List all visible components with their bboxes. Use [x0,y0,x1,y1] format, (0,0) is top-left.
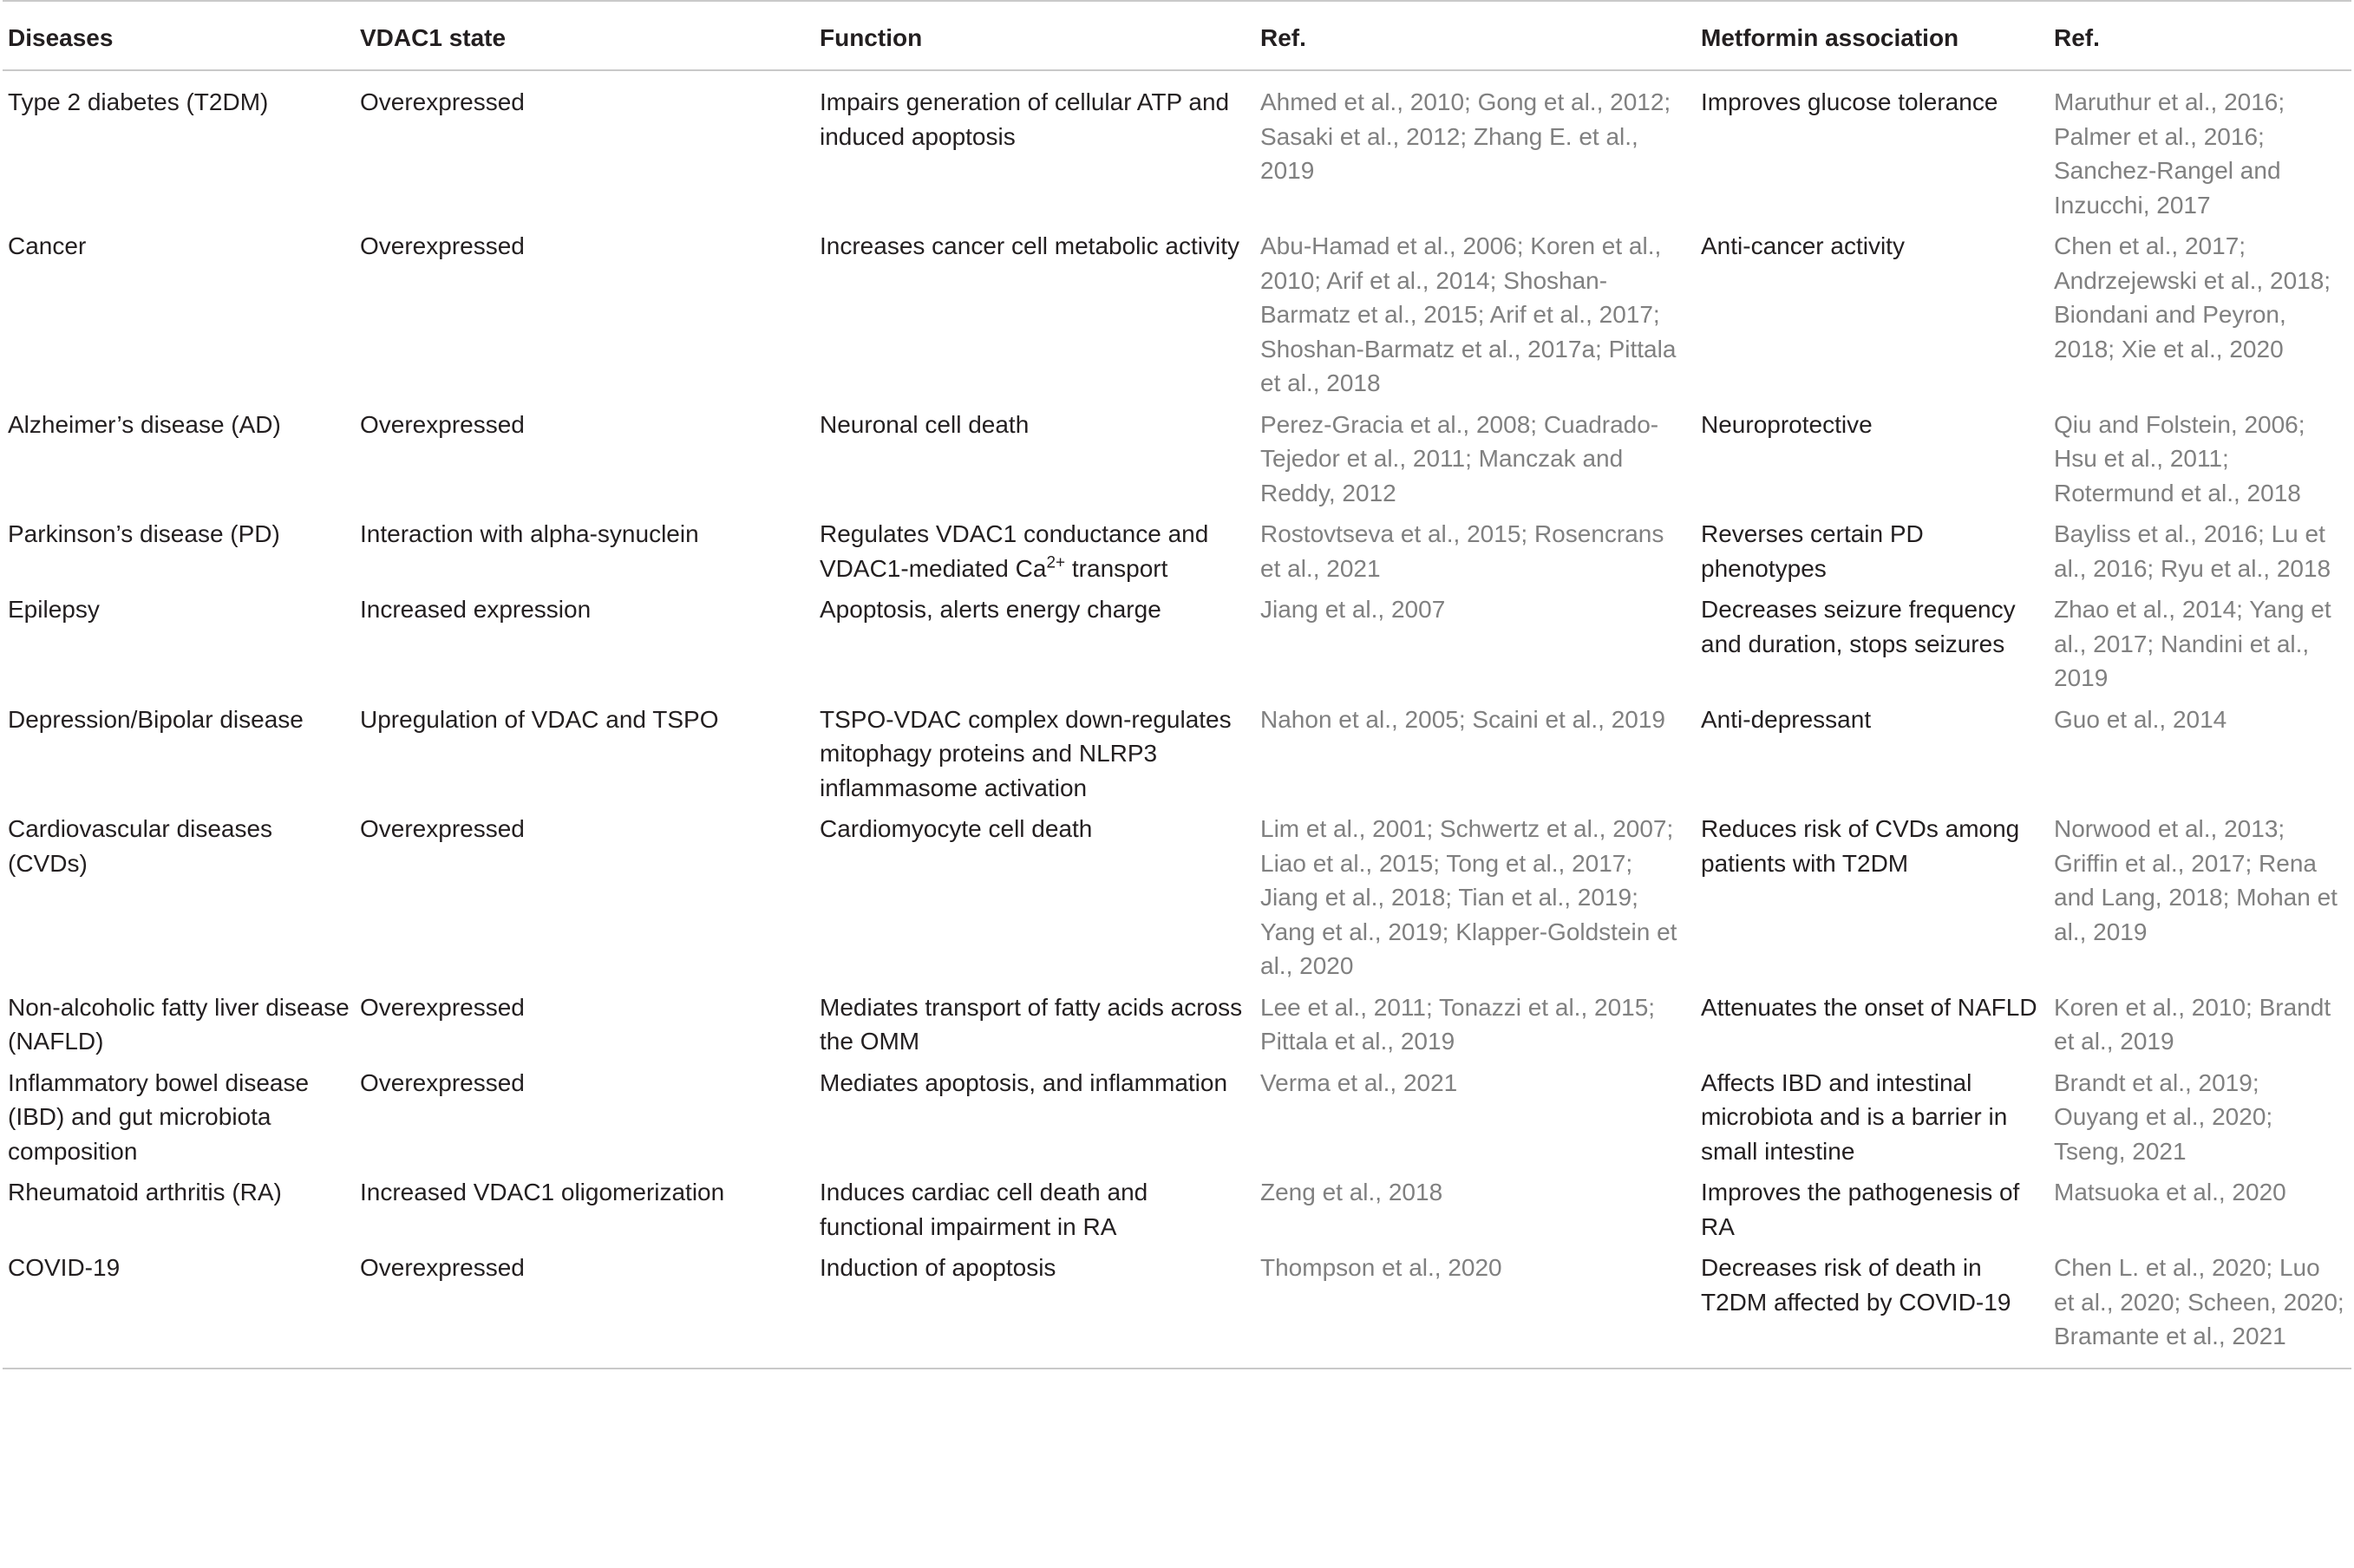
function-cell [814,517,1255,592]
disease-cell: Parkinson’s disease (PD) [8,520,280,547]
ref-cell: Nahon et al., 2005; Scaini et al., 2019 [1260,705,1665,733]
disease-cell: Epilepsy [8,596,100,623]
function-cell: Mediates transport of fatty acids across the OMM [820,993,1243,1055]
function-cell: Cardiomyocyte cell death [820,815,1093,842]
metformin-association-cell: Anti-depressant [1701,705,1872,733]
metformin-ref-cell: Chen L. et al., 2020; Luo et al., 2020; Scheen, 2020; Bramante et al., 2021 [2054,1254,2344,1349]
table-row [3,229,2351,408]
metformin-association-cell: Attenuates the onset of NAFLD [1701,993,2037,1021]
metformin-association-cell: Reduces risk of CVDs among patients with T2DM [1701,815,2020,877]
metformin-association-cell: Reverses certain PD phenotypes [1701,520,1924,582]
ref-cell: Abu-Hamad et al., 2006; Koren et al., 2010; Arif et al., 2014; Shoshan-Barmatz et al., 2015; Arif et al., 2017; Shoshan-Barmatz et al., 2017a; Pittala et al., 2018 [1260,232,1677,396]
vdac1-state-cell: Increased expression [360,596,592,623]
disease-cell: COVID-19 [8,1254,121,1281]
function-text-after: transport [1065,554,1168,582]
function-cell: Neuronal cell death [820,410,1030,438]
table-row [3,70,2351,229]
header-metformin-association: Metformin association [1701,24,1959,51]
disease-cell: Type 2 diabetes (T2DM) [8,88,269,115]
table-row [3,702,2351,813]
disease-cell: Cancer [8,232,87,259]
metformin-association-cell: Affects IBD and intestinal microbiota and is a barrier in small intestine [1701,1068,2008,1165]
function-cell: Increases cancer cell metabolic activity [820,232,1239,259]
function-superscript: 2+ [1046,553,1066,572]
vdac1-state-cell: Overexpressed [360,993,525,1021]
table-header [3,1,2351,70]
metformin-association-cell: Improves glucose tolerance [1701,88,1998,115]
vdac1-state-cell: Overexpressed [360,232,525,259]
table-row [3,990,2351,1066]
header-function: Function [820,24,923,51]
metformin-association-cell: Anti-cancer activity [1701,232,1905,259]
vdac1-state-cell: Overexpressed [360,815,525,842]
header-ref: Ref. [1260,24,1306,51]
function-cell: Impairs generation of cellular ATP and induced apoptosis [820,88,1230,150]
vdac1-state-cell: Overexpressed [360,1068,525,1096]
table-body [3,70,2351,1369]
ref-cell: Thompson et al., 2020 [1260,1254,1502,1281]
vdac1-state-cell: Increased VDAC1 oligomerization [360,1179,725,1205]
table-row [3,812,2351,990]
ref-cell: Perez-Gracia et al., 2008; Cuadrado-Tejedor et al., 2011; Manczak and Reddy, 2012 [1260,410,1659,506]
ref-cell: Zeng et al., 2018 [1260,1179,1443,1205]
ref-cell: Lim et al., 2001; Schwertz et al., 2007; Liao et al., 2015; Tong et al., 2017; Jiang et al., 2018; Tian et al., 2019; Yang et al., 2019; Klapper-Goldstein et al., 2020 [1260,815,1677,979]
metformin-ref-cell: Koren et al., 2010; Brandt et al., 2019 [2054,993,2331,1055]
header-vdac1-state: VDAC1 state [360,24,507,51]
ref-cell: Verma et al., 2021 [1260,1068,1458,1096]
vdac1-state-cell: Interaction with alpha-synuclein [360,520,699,547]
metformin-ref-cell: Zhao et al., 2014; Yang et al., 2017; Nandini et al., 2019 [2054,596,2331,691]
header-row [3,1,2351,70]
disease-cell: Rheumatoid arthritis (RA) [8,1179,282,1205]
disease-cell: Alzheimer’s disease (AD) [8,410,281,438]
metformin-ref-cell: Brandt et al., 2019; Ouyang et al., 2020; Tseng, 2021 [2054,1068,2273,1165]
function-cell: Induction of apoptosis [820,1254,1056,1281]
metformin-ref-cell: Matsuoka et al., 2020 [2054,1179,2286,1205]
ref-cell: Jiang et al., 2007 [1260,596,1446,623]
metformin-ref-cell: Guo et al., 2014 [2054,705,2227,733]
function-cell: Apoptosis, alerts energy charge [820,596,1161,623]
metformin-ref-cell: Norwood et al., 2013; Griffin et al., 2017; Rena and Lang, 2018; Mohan et al., 2019 [2054,815,2338,945]
vdac1-state-cell: Overexpressed [360,1254,525,1281]
header-diseases: Diseases [8,24,114,51]
metformin-ref-cell: Chen et al., 2017; Andrzejewski et al., 2018; Biondani and Peyron, 2018; Xie et al., 2020 [2054,232,2331,363]
vdac1-state-cell: Overexpressed [360,88,525,115]
disease-cell: Inflammatory bowel disease (IBD) and gut microbiota composition [8,1068,310,1165]
function-cell: Induces cardiac cell death and functional impairment in RA [820,1179,1148,1240]
function-cell: TSPO-VDAC complex down-regulates mitophagy proteins and NLRP3 inflammasome activation [820,705,1232,801]
table-row [3,517,2351,592]
metformin-association-cell: Decreases seizure frequency and duration, stops seizures [1701,596,2016,657]
table-row [3,408,2351,518]
metformin-ref-cell: Qiu and Folstein, 2006; Hsu et al., 2011; Rotermund et al., 2018 [2054,410,2305,506]
function-text: Regulates VDAC1 conductance and VDAC1-mediated Ca [820,520,1209,582]
function-cell: Mediates apoptosis, and inflammation [820,1068,1228,1096]
metformin-ref-cell: Bayliss et al., 2016; Lu et al., 2016; Ryu et al., 2018 [2054,520,2331,582]
metformin-association-cell: Neuroprotective [1701,410,1873,438]
metformin-association-cell: Decreases risk of death in T2DM affected by COVID-19 [1701,1254,2011,1316]
metformin-ref-cell: Maruthur et al., 2016; Palmer et al., 2016; Sanchez-Rangel and Inzucchi, 2017 [2054,88,2285,219]
ref-cell: Ahmed et al., 2010; Gong et al., 2012; Sasaki et al., 2012; Zhang E. et al., 2019 [1260,88,1671,184]
vdac1-disease-table [3,0,2351,1369]
vdac1-state-cell: Upregulation of VDAC and TSPO [360,705,719,733]
ref-cell: Rostovtseva et al., 2015; Rosencrans et al., 2021 [1260,520,1664,582]
disease-cell: Depression/Bipolar disease [8,705,304,733]
ref-cell: Lee et al., 2011; Tonazzi et al., 2015; Pittala et al., 2019 [1260,993,1656,1055]
disease-cell: Non-alcoholic fatty liver disease (NAFLD) [8,993,350,1055]
vdac1-state-cell: Overexpressed [360,410,525,438]
metformin-association-cell: Improves the pathogenesis of RA [1701,1179,2020,1240]
table-row [3,592,2351,702]
table-row [3,1175,2351,1251]
table-row [3,1066,2351,1176]
header-ref-metformin: Ref. [2054,24,2100,51]
disease-cell: Cardiovascular diseases (CVDs) [8,815,273,877]
table-row [3,1251,2351,1369]
